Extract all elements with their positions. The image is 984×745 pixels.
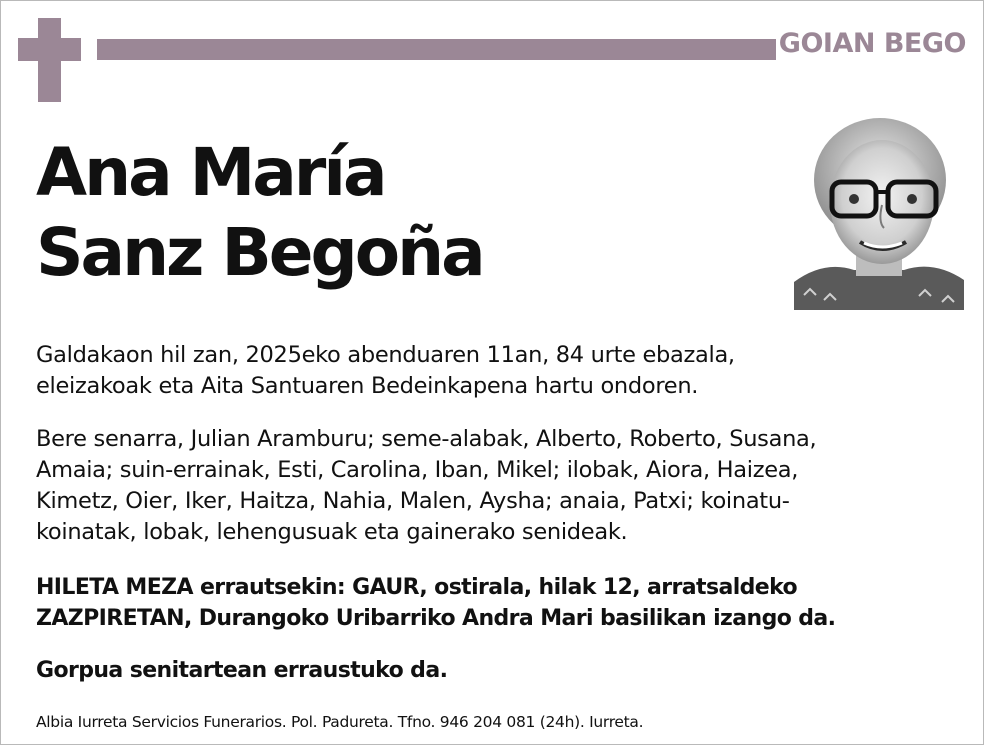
cremation-line: Gorpua senitartean erraustuko da. [36, 658, 448, 683]
portrait-photo [794, 110, 964, 310]
deceased-name-last: Sanz Begoña [36, 214, 483, 291]
family-line: Kimetz, Oier, Iker, Haitza, Nahia, Malen, Aysha; anaia, Patxi; koinatu- [36, 488, 790, 514]
funeral-paragraph [36, 572, 956, 634]
header-rule [97, 39, 776, 60]
funeral-line: HILETA MEZA errautsekin: GAUR, ostirala, hilak 12, arratsaldeko [36, 575, 798, 600]
death-notice-line: Galdakaon hil zan, 2025eko abenduaren 11an, 84 urte ebazala, [36, 342, 735, 368]
family-line: koinatak, lobak, lehengusuak eta gainerako senideak. [36, 519, 628, 545]
cremation-paragraph [36, 655, 956, 686]
funeral-home-footer: Albia Iurreta Servicios Funerarios. Pol. Padureta. Tfno. 946 204 081 (24h). Iurreta. [36, 713, 644, 731]
death-notice-paragraph [36, 340, 956, 402]
family-paragraph [36, 424, 956, 548]
funeral-line: ZAZPIRETAN, Durangoko Uribarriko Andra Mari basilikan izango da. [36, 606, 836, 631]
family-line: Bere senarra, Julian Aramburu; seme-alabak, Alberto, Roberto, Susana, [36, 426, 817, 452]
deceased-name-first: Ana María [36, 134, 385, 211]
brand-title: GOIAN BEGO [778, 28, 966, 59]
cross-icon-bar [18, 38, 81, 61]
death-notice-line: eleizakoak eta Aita Santuaren Bedeinkapena hartu ondoren. [36, 373, 699, 399]
family-line: Amaia; suin-errainak, Esti, Carolina, Iban, Mikel; ilobak, Aiora, Haizea, [36, 457, 799, 483]
